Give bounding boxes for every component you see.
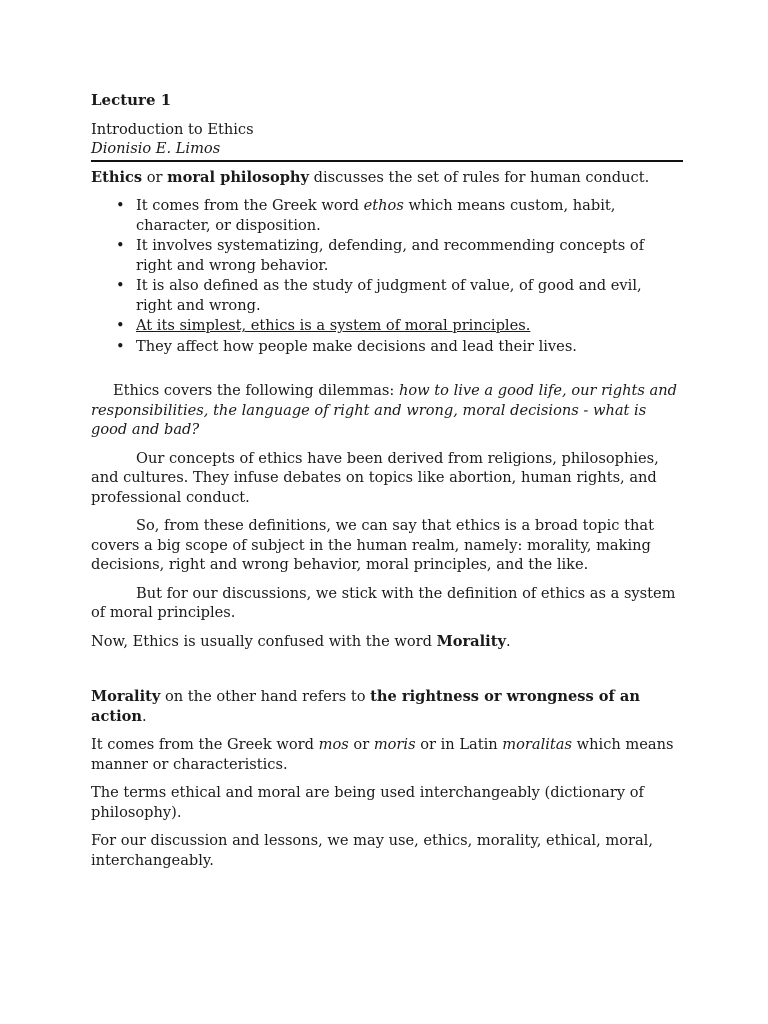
paragraph-morality-confusion	[91, 632, 681, 652]
etymology-text: or	[348, 736, 374, 753]
etymology-text: It comes from the Greek word	[91, 736, 319, 753]
term-morality: Morality	[436, 632, 506, 650]
bullet-item: • It is also defined as the study of judgment of value, of good and evil, right and wrong.	[136, 276, 681, 315]
bullet-item	[136, 196, 681, 235]
morality-mid: on the other hand refers to	[160, 688, 371, 705]
bullet-text: which means custom, habit, character, or disposition.	[136, 197, 616, 234]
ethics-bullet-list	[91, 196, 681, 356]
term-moris: moris	[373, 736, 416, 753]
etymology-text: or in Latin	[415, 736, 503, 753]
document-page	[91, 91, 681, 879]
bullet-item	[136, 316, 681, 336]
term-morality-heading: Morality	[91, 688, 161, 705]
term-mos: mos	[318, 736, 349, 753]
paragraph-interchangeable: The terms ethical and moral are being used interchangeably (dictionary of philosophy).	[91, 784, 644, 821]
confusion-text: Now, Ethics is usually confused with the word	[91, 632, 437, 650]
document-subtitle: Introduction to Ethics	[91, 120, 254, 138]
morality-etymology	[91, 735, 681, 774]
bullet-text: It comes from the Greek word	[136, 197, 364, 214]
paragraph-origins: Our concepts of ethics have been derived from religions, philosophies, and cultures. They infuse debates on topics like abortion, human rights, and professional conduct.	[91, 449, 659, 506]
paragraph-lessons: For our discussion and lessons, we may use, ethics, morality, ethical, moral, interchangeably.	[91, 832, 653, 869]
bullet-item: • It involves systematizing, defending, and recommending concepts of right and wrong behavior.	[136, 236, 681, 275]
dilemmas-intro: Ethics covers the following dilemmas:	[113, 382, 399, 399]
etymology-text: which means manner or characteristics.	[91, 736, 674, 773]
morality-end: .	[141, 707, 147, 725]
morality-meaning: the rightness or wrongness of an action	[91, 688, 640, 725]
intro-rest: discusses the set of rules for human conduct.	[309, 168, 650, 186]
bullet-item: • They affect how people make decisions and lead their lives.	[136, 337, 681, 357]
author-name: Dionisio E. Limos	[91, 140, 221, 157]
dilemmas-paragraph	[91, 381, 681, 440]
morality-definition	[91, 687, 681, 726]
term-moralitas: moralitas	[502, 736, 572, 753]
confusion-end: .	[505, 632, 511, 650]
intro-or: or	[142, 168, 168, 186]
ethics-definition	[91, 168, 681, 188]
paragraph-scope: So, from these definitions, we can say that ethics is a broad topic that covers a big scope of subject in the human realm, namely: morality, making decisions, right and wrong behavior, moral principles, and the like.	[91, 517, 654, 573]
paragraph-definition: But for our discussions, we stick with the definition of ethics as a system of moral principles.	[91, 584, 676, 621]
term-moral-philosophy: moral philosophy	[167, 168, 309, 186]
underlined-definition: At its simplest, ethics is a system of moral principles.	[136, 317, 531, 334]
term-ethos: ethos	[363, 197, 404, 214]
dilemmas-list: how to live a good life, our rights and responsibilities, the language of right and wrong, moral decisions - what is good and bad?	[91, 382, 677, 438]
term-ethics: Ethics	[91, 168, 143, 186]
lecture-heading: Lecture 1	[91, 91, 172, 109]
header-divider	[91, 160, 683, 162]
